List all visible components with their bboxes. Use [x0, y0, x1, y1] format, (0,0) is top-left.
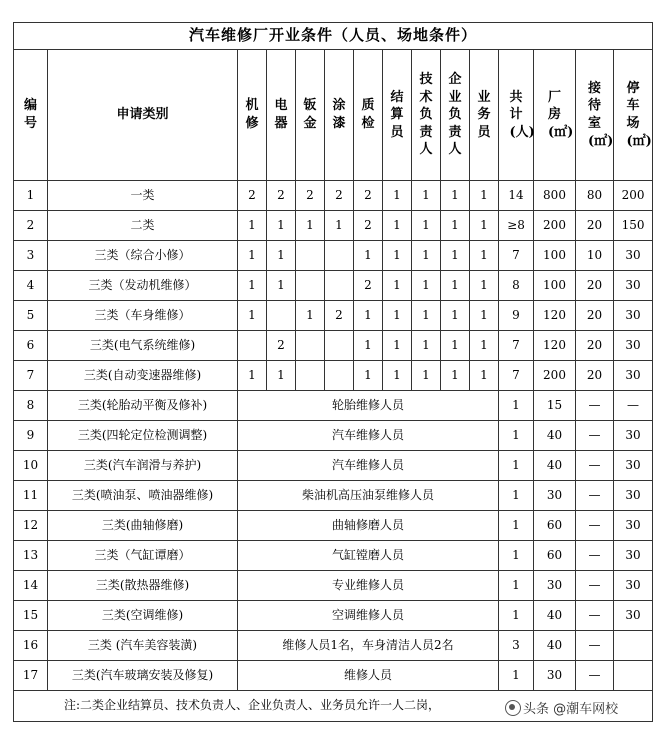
cell-qc: 2: [354, 211, 383, 241]
cell-paint: [325, 271, 354, 301]
cell-category: 二类: [48, 211, 238, 241]
cell-park: 150: [614, 211, 653, 241]
table-row: [14, 451, 653, 481]
cell-recep: 10: [576, 241, 614, 271]
cell-plant: 40: [534, 421, 576, 451]
cell-settle: 1: [383, 211, 412, 241]
cell-staff: 空调维修人员: [238, 601, 499, 631]
table-row: [14, 241, 653, 271]
cell-elec: 1: [267, 241, 296, 271]
cell-num: 2: [14, 211, 48, 241]
header-settle: 结算员: [383, 50, 412, 181]
cell-qc: 2: [354, 181, 383, 211]
table-row: [14, 511, 653, 541]
cell-num: 6: [14, 331, 48, 361]
header-sheet: 钣金: [296, 50, 325, 181]
cell-settle: 1: [383, 331, 412, 361]
cell-recep: —: [576, 511, 614, 541]
cell-mgr: 1: [441, 241, 470, 271]
cell-elec: 1: [267, 361, 296, 391]
cell-sales: 1: [470, 181, 499, 211]
cell-num: 8: [14, 391, 48, 421]
table-row: [14, 391, 653, 421]
cell-total: 1: [499, 481, 534, 511]
cell-sheet: [296, 331, 325, 361]
cell-num: 11: [14, 481, 48, 511]
cell-category: 三类(四轮定位检测调整): [48, 421, 238, 451]
cell-plant: 30: [534, 571, 576, 601]
cell-settle: 1: [383, 181, 412, 211]
cell-num: 9: [14, 421, 48, 451]
cell-mgr: 1: [441, 271, 470, 301]
cell-park: 200: [614, 181, 653, 211]
cell-staff: 维修人员: [238, 661, 499, 691]
cell-recep: 20: [576, 301, 614, 331]
cell-mech: 1: [238, 211, 267, 241]
cell-park: 30: [614, 331, 653, 361]
cell-tech: 1: [412, 181, 441, 211]
merged-rows: [14, 391, 653, 691]
cell-elec: 1: [267, 271, 296, 301]
cell-recep: —: [576, 451, 614, 481]
cell-category: 三类(电气系统维修): [48, 331, 238, 361]
cell-plant: 100: [534, 271, 576, 301]
cell-plant: 15: [534, 391, 576, 421]
cell-elec: 2: [267, 181, 296, 211]
cell-total: 1: [499, 511, 534, 541]
cell-settle: 1: [383, 361, 412, 391]
cell-plant: 40: [534, 601, 576, 631]
cell-elec: [267, 301, 296, 331]
cell-total: 1: [499, 391, 534, 421]
detail-rows: [14, 181, 653, 391]
cell-category: 三类 (汽车美容装潢): [48, 631, 238, 661]
cell-total: 9: [499, 301, 534, 331]
table-row: [14, 601, 653, 631]
cell-paint: 1: [325, 211, 354, 241]
cell-num: 16: [14, 631, 48, 661]
header-tech: 技术负责人: [412, 50, 441, 181]
cell-num: 10: [14, 451, 48, 481]
cell-staff: 气缸镗磨人员: [238, 541, 499, 571]
header-park: 停车场(㎡): [614, 50, 653, 181]
cell-park: —: [614, 391, 653, 421]
cell-staff: 维修人员1名，车身清洁人员2名: [238, 631, 499, 661]
cell-category: 三类（气缸谭磨）: [48, 541, 238, 571]
header-mgr: 企业负责人: [441, 50, 470, 181]
table-title: 汽车维修厂开业条件（人员、场地条件）: [14, 23, 653, 50]
cell-paint: [325, 361, 354, 391]
cell-mech: 1: [238, 361, 267, 391]
cell-sales: 1: [470, 211, 499, 241]
cell-qc: 1: [354, 301, 383, 331]
cell-park: 30: [614, 271, 653, 301]
cell-plant: 120: [534, 331, 576, 361]
watermark-logo-icon: [505, 700, 521, 716]
cell-paint: 2: [325, 181, 354, 211]
cell-category: 三类（发动机维修）: [48, 271, 238, 301]
cell-park: 30: [614, 361, 653, 391]
cell-category: 一类: [48, 181, 238, 211]
cell-plant: 100: [534, 241, 576, 271]
cell-sheet: 1: [296, 301, 325, 331]
cell-category: 三类(自动变速器维修): [48, 361, 238, 391]
cell-sheet: 1: [296, 211, 325, 241]
cell-park: 30: [614, 511, 653, 541]
header-qc: 质检: [354, 50, 383, 181]
table-row: [14, 631, 653, 661]
table-row: [14, 361, 653, 391]
cell-num: 17: [14, 661, 48, 691]
cell-park: 30: [614, 481, 653, 511]
table-row: [14, 271, 653, 301]
cell-mech: 1: [238, 301, 267, 331]
cell-category: 三类(曲轴修磨): [48, 511, 238, 541]
cell-plant: 40: [534, 631, 576, 661]
cell-elec: 2: [267, 331, 296, 361]
header-plant: 厂房(㎡): [534, 50, 576, 181]
cell-plant: 800: [534, 181, 576, 211]
cell-category: 三类(喷油泵、喷油器维修): [48, 481, 238, 511]
cell-tech: 1: [412, 331, 441, 361]
cell-recep: —: [576, 631, 614, 661]
table-row: [14, 331, 653, 361]
header-paint: 涂漆: [325, 50, 354, 181]
cell-sales: 1: [470, 361, 499, 391]
cell-num: 14: [14, 571, 48, 601]
cell-plant: 40: [534, 451, 576, 481]
table-row: [14, 541, 653, 571]
cell-recep: —: [576, 661, 614, 691]
header-mech: 机修: [238, 50, 267, 181]
header-num: 编号: [14, 50, 48, 181]
cell-tech: 1: [412, 241, 441, 271]
cell-total: 1: [499, 541, 534, 571]
table-row: [14, 661, 653, 691]
cell-mgr: 1: [441, 301, 470, 331]
cell-recep: —: [576, 421, 614, 451]
cell-plant: 60: [534, 511, 576, 541]
cell-mgr: 1: [441, 211, 470, 241]
cell-sales: 1: [470, 271, 499, 301]
cell-recep: —: [576, 571, 614, 601]
cell-total: ≥8: [499, 211, 534, 241]
header-recep: 接待室(㎡): [576, 50, 614, 181]
cell-total: 3: [499, 631, 534, 661]
cell-total: 1: [499, 661, 534, 691]
cell-mech: [238, 331, 267, 361]
cell-plant: 30: [534, 661, 576, 691]
table-row: [14, 211, 653, 241]
cell-total: 8: [499, 271, 534, 301]
cell-recep: 20: [576, 361, 614, 391]
cell-recep: —: [576, 481, 614, 511]
cell-settle: 1: [383, 271, 412, 301]
cell-category: 三类(汽车玻璃安装及修复): [48, 661, 238, 691]
cell-staff: 汽车维修人员: [238, 421, 499, 451]
cell-staff: 专业维修人员: [238, 571, 499, 601]
cell-sales: 1: [470, 301, 499, 331]
table-row: [14, 571, 653, 601]
cell-settle: 1: [383, 301, 412, 331]
cell-sheet: [296, 361, 325, 391]
requirements-table: [13, 22, 653, 722]
cell-recep: 20: [576, 271, 614, 301]
cell-num: 1: [14, 181, 48, 211]
cell-sales: 1: [470, 331, 499, 361]
table-row: [14, 481, 653, 511]
cell-recep: —: [576, 391, 614, 421]
cell-staff: 柴油机高压油泵维修人员: [238, 481, 499, 511]
cell-sales: 1: [470, 241, 499, 271]
cell-paint: [325, 241, 354, 271]
cell-sheet: [296, 271, 325, 301]
header-sales: 业务员: [470, 50, 499, 181]
header-total: 共计(人): [499, 50, 534, 181]
cell-total: 1: [499, 571, 534, 601]
cell-paint: 2: [325, 301, 354, 331]
cell-total: 14: [499, 181, 534, 211]
cell-mech: 1: [238, 241, 267, 271]
cell-recep: 80: [576, 181, 614, 211]
cell-category: 三类(空调维修): [48, 601, 238, 631]
cell-num: 5: [14, 301, 48, 331]
cell-recep: 20: [576, 331, 614, 361]
cell-mech: 1: [238, 271, 267, 301]
cell-paint: [325, 331, 354, 361]
cell-recep: —: [576, 601, 614, 631]
cell-sheet: [296, 241, 325, 271]
cell-plant: 200: [534, 211, 576, 241]
watermark-text: 头条 @潮车网校: [523, 702, 619, 717]
cell-total: 7: [499, 241, 534, 271]
cell-sheet: 2: [296, 181, 325, 211]
cell-plant: 200: [534, 361, 576, 391]
cell-recep: —: [576, 541, 614, 571]
cell-category: 三类(轮胎动平衡及修补): [48, 391, 238, 421]
header-category: 申请类别: [48, 50, 238, 181]
cell-plant: 120: [534, 301, 576, 331]
cell-total: 1: [499, 601, 534, 631]
cell-park: 30: [614, 421, 653, 451]
cell-mech: 2: [238, 181, 267, 211]
cell-tech: 1: [412, 301, 441, 331]
cell-settle: 1: [383, 241, 412, 271]
watermark: [503, 698, 618, 717]
cell-category: 三类（综合小修）: [48, 241, 238, 271]
cell-park: 30: [614, 241, 653, 271]
cell-park: 30: [614, 541, 653, 571]
cell-total: 1: [499, 451, 534, 481]
cell-staff: 汽车维修人员: [238, 451, 499, 481]
title-row: [14, 23, 653, 50]
cell-category: 三类（车身维修）: [48, 301, 238, 331]
cell-qc: 1: [354, 361, 383, 391]
cell-num: 4: [14, 271, 48, 301]
cell-num: 15: [14, 601, 48, 631]
table-row: [14, 421, 653, 451]
cell-staff: 轮胎维修人员: [238, 391, 499, 421]
cell-total: 7: [499, 361, 534, 391]
cell-category: 三类(汽车润滑与养护): [48, 451, 238, 481]
cell-park: 30: [614, 571, 653, 601]
cell-park: [614, 661, 653, 691]
cell-park: 30: [614, 301, 653, 331]
cell-recep: 20: [576, 211, 614, 241]
table-row: [14, 301, 653, 331]
note-text: 注:二类企业结算员、技术负责人、企业负责人、业务员允许一人二岗，: [14, 691, 653, 722]
cell-qc: 1: [354, 241, 383, 271]
cell-tech: 1: [412, 211, 441, 241]
cell-tech: 1: [412, 361, 441, 391]
cell-num: 12: [14, 511, 48, 541]
cell-staff: 曲轴修磨人员: [238, 511, 499, 541]
cell-total: 1: [499, 421, 534, 451]
cell-plant: 30: [534, 481, 576, 511]
cell-mgr: 1: [441, 361, 470, 391]
cell-num: 3: [14, 241, 48, 271]
cell-mgr: 1: [441, 181, 470, 211]
header-elec: 电器: [267, 50, 296, 181]
cell-num: 13: [14, 541, 48, 571]
cell-plant: 60: [534, 541, 576, 571]
table-row: [14, 181, 653, 211]
cell-tech: 1: [412, 271, 441, 301]
cell-num: 7: [14, 361, 48, 391]
cell-qc: 1: [354, 331, 383, 361]
cell-category: 三类(散热器维修): [48, 571, 238, 601]
cell-mgr: 1: [441, 331, 470, 361]
cell-total: 7: [499, 331, 534, 361]
header-row: [14, 50, 653, 181]
cell-park: [614, 631, 653, 661]
cell-park: 30: [614, 601, 653, 631]
requirements-table-container: [13, 22, 652, 722]
cell-park: 30: [614, 451, 653, 481]
cell-elec: 1: [267, 211, 296, 241]
cell-qc: 2: [354, 271, 383, 301]
